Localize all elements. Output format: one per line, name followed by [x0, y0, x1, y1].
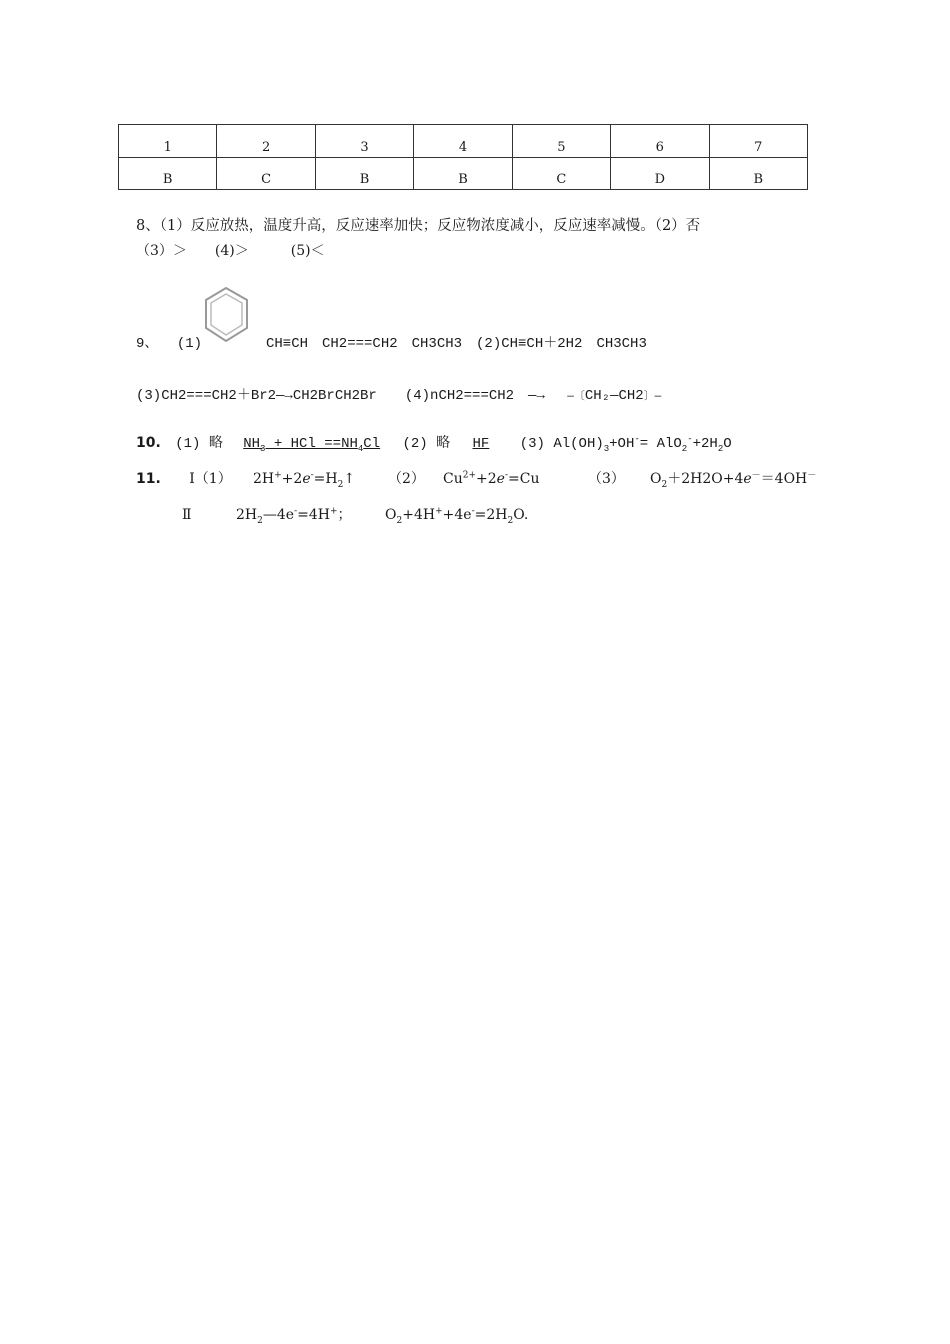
q11-part2: （2）: [388, 471, 425, 487]
q11-eq5: $O_2+4H^++4e^-=2H_2O$.: [385, 506, 529, 526]
table-row: [119, 157, 808, 190]
q11-eq1: $2H^++2e^-=H_2↑$: [253, 470, 356, 490]
table-cell: 5: [512, 125, 610, 158]
q9-part1: (1): [176, 336, 203, 352]
table-cell: 2: [217, 125, 315, 158]
table-cell: C: [217, 157, 315, 190]
q11-line1: [136, 470, 232, 488]
q11-number: 11.: [136, 471, 161, 487]
q11-eq4: $2H_2—4e^-=4H^+$；: [236, 506, 352, 526]
q11-roman-1: Ⅰ: [189, 471, 195, 487]
q9-line1-formulas: CH≡CH CH2===CH2 CH3CH3 (2)CH≡CH＋2H2 CH3CH3: [266, 336, 647, 352]
q9-polymer-left: —〔: [567, 391, 585, 403]
q11-part1: （1）: [194, 471, 232, 487]
table-cell: C: [512, 157, 610, 190]
table-cell: 6: [611, 125, 709, 158]
table-cell: B: [414, 157, 512, 190]
q10-part2: (2) 略: [402, 436, 451, 452]
answer-table: [118, 124, 808, 190]
q9-polymer: CH₂—CH2: [584, 388, 644, 404]
q11-eq3: $O_2+2H2O+4e^-=4OH^-$: [650, 470, 817, 490]
q10-part3: (3) $Al(OH)_3+OH^-= AlO_2^-+2H_2O$: [519, 434, 732, 454]
q9-line2: [136, 387, 661, 406]
q9-polymer-right: 〕—: [643, 391, 662, 403]
q10-number: 10.: [136, 435, 161, 451]
q9-line1: [136, 335, 202, 353]
table-cell: 4: [414, 125, 512, 158]
q11-part3: （3）: [588, 471, 625, 487]
table-cell: B: [315, 157, 413, 190]
table-cell: 7: [709, 125, 807, 158]
table-cell: 3: [315, 125, 413, 158]
table-cell: B: [709, 157, 807, 190]
q10-part1: (1) 略: [175, 436, 223, 452]
q10-line: [136, 434, 732, 453]
table-cell: B: [119, 157, 217, 190]
q8-line2: （3）＞ (4)＞ (5)＜: [136, 243, 325, 259]
q9-number: 9、: [136, 336, 159, 352]
table-cell: 1: [119, 125, 217, 158]
benzene-ring-icon: [202, 285, 252, 349]
table-cell: D: [611, 157, 709, 190]
q8-line1: 8、（1）反应放热，温度升高，反应速率加快；反应物浓度减小，反应速率减慢。（2）否: [136, 218, 701, 234]
q11-roman-2: Ⅱ: [182, 507, 192, 523]
q9-part3-4: (3)CH2===CH2＋Br2―→CH2BrCH2Br (4)nCH2===CH2 ―→: [136, 388, 545, 404]
q10-hf: HF: [472, 436, 490, 452]
table-header-row: [119, 125, 808, 158]
q11-eq2: $Cu^{2+}+2e^-=Cu$: [443, 470, 540, 487]
q10-equation: $NH_3$ + HCl $==NH_4Cl$: [243, 436, 381, 454]
